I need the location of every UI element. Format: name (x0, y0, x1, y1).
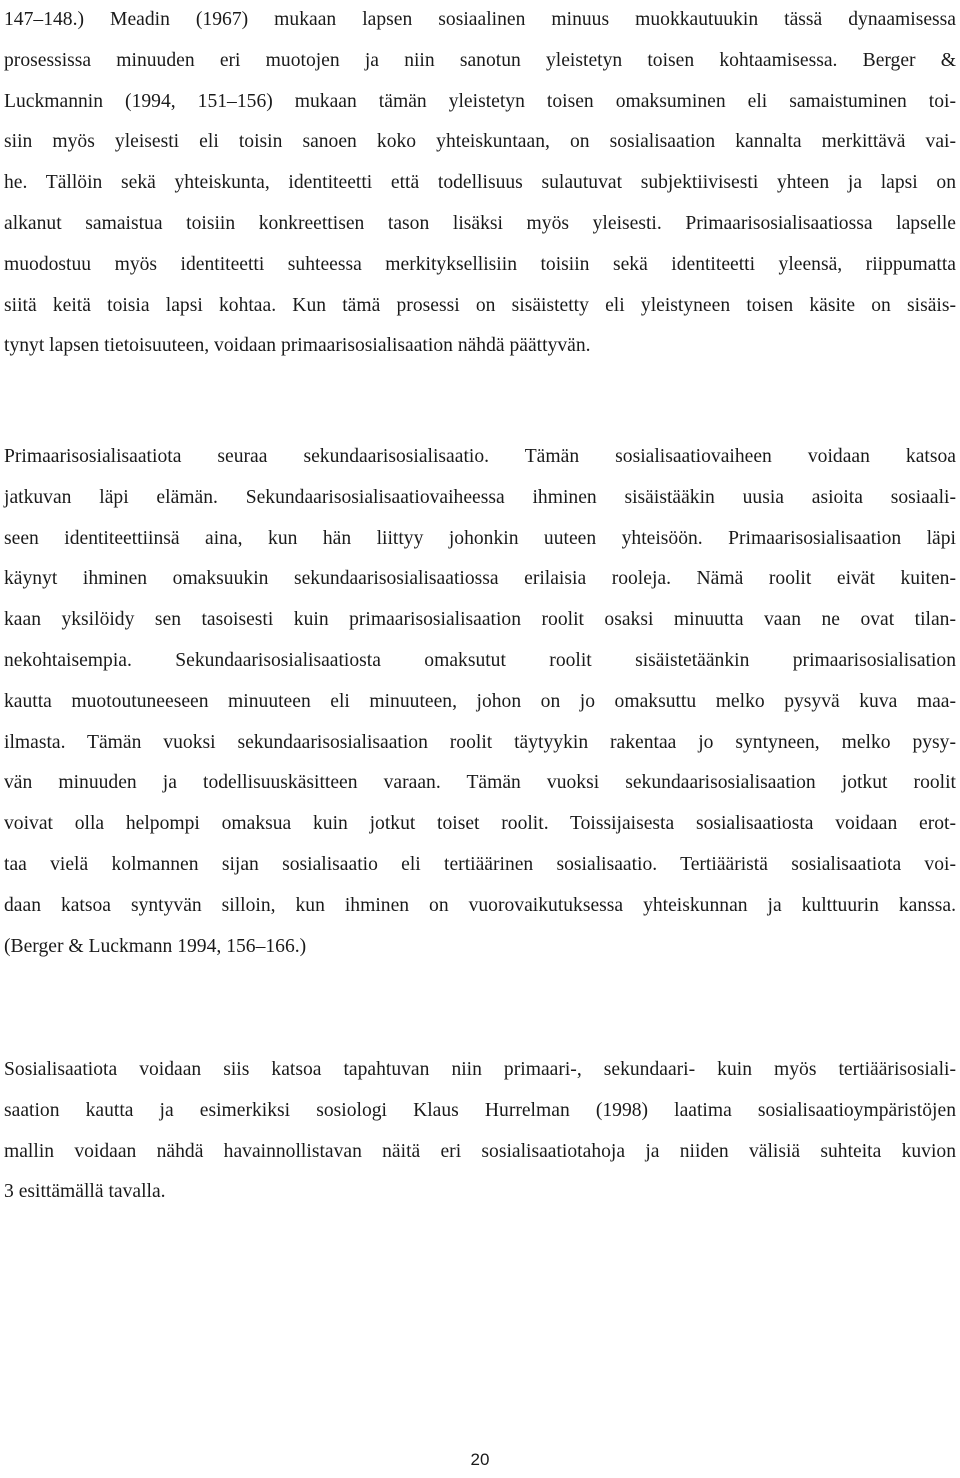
paragraph-line: kautta muotoutuneeseen minuuteen eli minuuteen, johon on jo omaksuttu melko pysyvä kuva maa- (4, 690, 956, 712)
paragraph-line: muodostuu myös identiteetti suhteessa merkityksellisiin toisiin sekä identiteetti yleensä, riippumatta (4, 253, 956, 275)
paragraph-line: siitä keitä toisia lapsi kohtaa. Kun tämä prosessi on sisäistetty eli yleistyneen toisen käsite on sisäis- (4, 294, 956, 316)
paragraph-line: Luckmannin (1994, 151–156) mukaan tämän yleistetyn toisen omaksuminen eli samaistuminen toi- (4, 90, 956, 112)
paragraph-line: ilmasta. Tämän vuoksi sekundaarisosialisaation roolit täytyykin rakentaa jo syntyneen, melko pysy- (4, 731, 956, 753)
paragraph-line: taa vielä kolmannen sijan sosialisaatio eli tertiäärinen sosialisaatio. Tertiääristä sosialisaatiota voi- (4, 853, 956, 875)
paragraph-line: tynyt lapsen tietoisuuteen, voidaan primaarisosialisaation nähdä päättyvän. (4, 335, 591, 357)
paragraph-line: Primaarisosialisaatiota seuraa sekundaarisosialisaatio. Tämän sosialisaatiovaiheen voidaan katsoa (4, 446, 956, 467)
paragraph-line: prosessissa minuuden eri muotojen ja niin sanotun yleistetyn toisen kohtaamisessa. Berger & (4, 49, 956, 71)
paragraph-line: he. Tällöin sekä yhteiskunta, identiteetti että todellisuus sulautuvat subjektiivisesti yhteen ja lapsi on (4, 172, 956, 194)
paragraph-line: jatkuvan läpi elämän. Sekundaarisosialisaatiovaiheessa ihminen sisäistääkin uusia asioita sosiaali- (4, 486, 956, 508)
paragraph-line: daan katsoa syntyvän silloin, kun ihminen on vuorovaikutuksessa yhteiskunnan ja kulttuurin kanssa. (4, 894, 956, 916)
paragraph-line: kaan yksilöidy sen tasoisesti kuin primaarisosialisaation roolit osaksi minuutta vaan ne ovat tilan- (4, 609, 956, 631)
paragraph-line: siin myös yleisesti eli toisin sanoen koko yhteiskuntaan, on sosialisaation kannalta merkittävä vai- (4, 131, 956, 153)
paragraph-line: alkanut samaistua toisiin konkreettisen tason lisäksi myös yleisesti. Primaarisosialisaatiossa lapselle (4, 212, 956, 234)
paragraph-line: Sosialisaatiota voidaan siis katsoa tapahtuvan niin primaari-, sekundaari- kuin myös tertiäärisosiali- (4, 1059, 956, 1080)
page-number: 20 (470, 1450, 490, 1469)
paragraph-line: 3 esittämällä tavalla. (4, 1181, 166, 1203)
paragraph-line: nekohtaisempia. Sekundaarisosialisaatiosta omaksutut roolit sisäistetäänkin primaarisosialisation (4, 649, 956, 671)
paragraph-line: (Berger & Luckmann 1994, 156–166.) (4, 935, 307, 957)
paragraph-line: käynyt ihminen omaksuukin sekundaarisosialisaatiossa erilaisia rooleja. Nämä roolit eivät kuiten- (4, 568, 956, 590)
paragraph-line: saation kautta ja esimerkiksi sosiologi Klaus Hurrelman (1998) laatima sosialisaatioympäristöjen (4, 1099, 956, 1121)
paragraph-3 (4, 1050, 956, 1213)
paragraph-line: voivat olla helpompi omaksua kuin jotkut toiset roolit. Toissijaisesta sosialisaatiosta voidaan erot- (4, 813, 956, 835)
paragraph-line: mallin voidaan nähdä havainnollistavan näitä eri sosialisaatiotahoja ja niiden välisiä suhteita kuvion (4, 1140, 956, 1162)
paragraph-2 (4, 437, 956, 967)
paragraph-line: 147–148.) Meadin (1967) mukaan lapsen sosiaalinen minuus muokkautuukin tässä dynaamisessa (4, 9, 956, 30)
paragraph-line: seen identiteettiinsä aina, kun hän liittyy johonkin uuteen yhteisöön. Primaarisosialisaation läpi (4, 527, 956, 549)
paragraph-1 (4, 0, 956, 367)
paragraph-line: vän minuuden ja todellisuuskäsitteen varaan. Tämän vuoksi sekundaarisosialisaation jotkut roolit (4, 772, 956, 794)
